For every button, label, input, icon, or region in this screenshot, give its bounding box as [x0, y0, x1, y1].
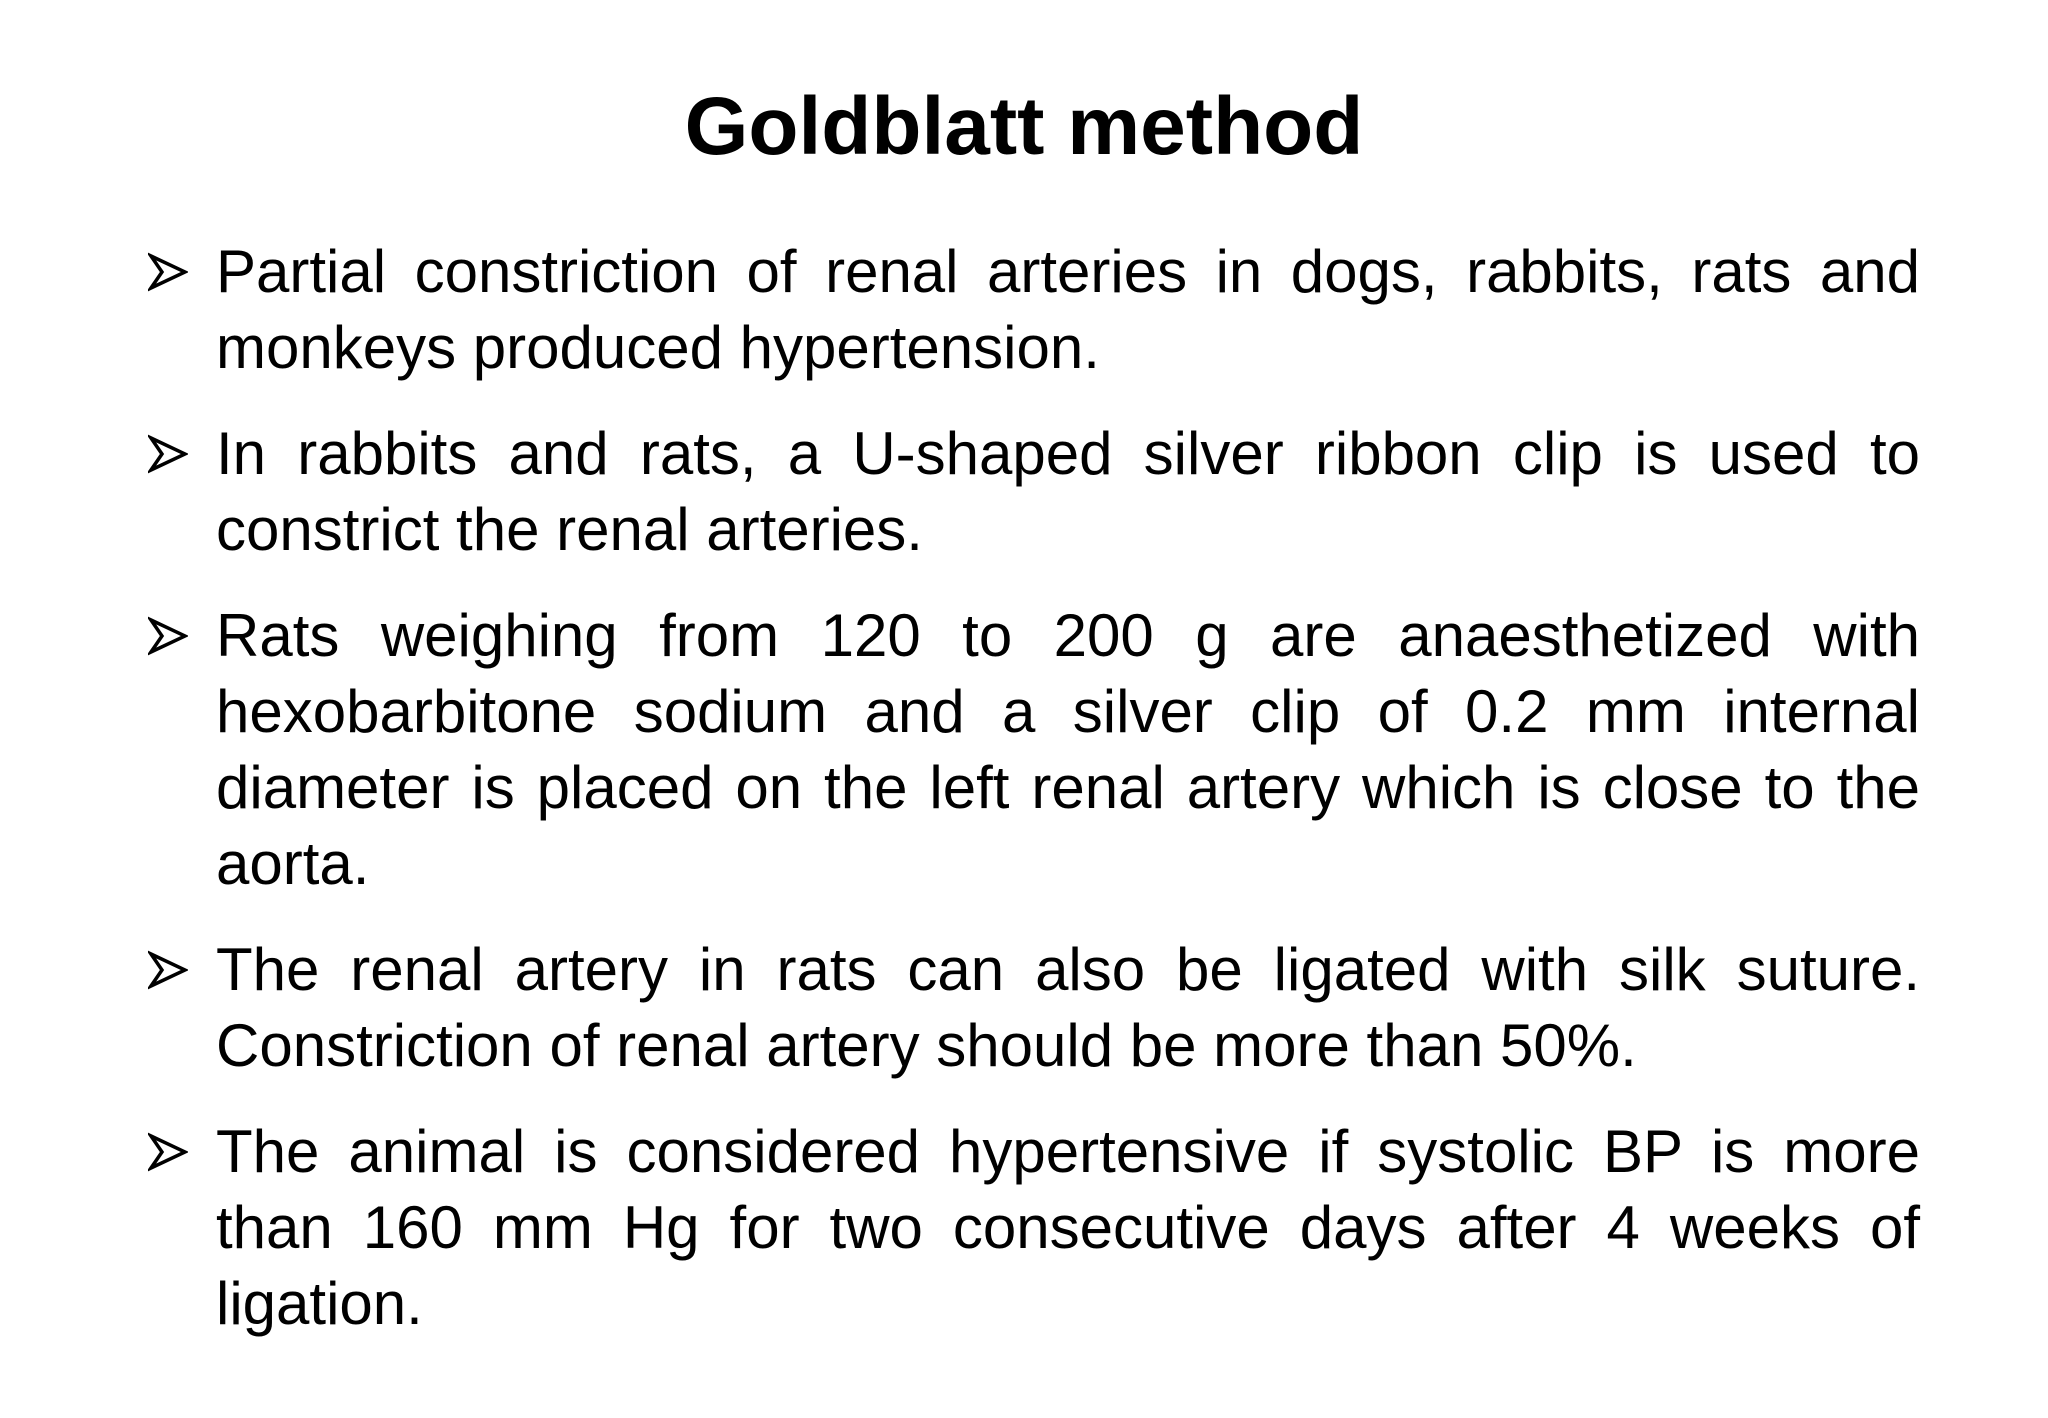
slide-title: Goldblatt method	[684, 81, 1364, 172]
bullet-list	[148, 234, 1920, 1372]
bullet-item	[148, 598, 1920, 902]
bullet-item	[148, 234, 1920, 386]
bullet-item	[148, 1114, 1920, 1342]
bullet-text: Rats weighing from 120 to 200 g are anaesthetized with hexobarbitone sodium and a silver clip of 0.2 mm internal diameter is placed on the left renal artery which is close to the aorta.	[216, 602, 1920, 897]
bullet-item	[148, 932, 1920, 1084]
bullet-item	[148, 416, 1920, 568]
arrowhead-bullet-icon	[148, 416, 216, 492]
arrowhead-bullet-icon	[148, 234, 216, 310]
bullet-text: The animal is considered hypertensive if systolic BP is more than 160 mm Hg for two consecutive days after 4 weeks of ligation.	[216, 1118, 1920, 1337]
bullet-text: The renal artery in rats can also be ligated with silk suture. Constriction of renal artery should be more than 50%.	[216, 936, 1920, 1079]
arrowhead-bullet-icon	[148, 932, 216, 1008]
arrowhead-bullet-icon	[148, 598, 216, 674]
arrowhead-bullet-icon	[148, 1114, 216, 1190]
bullet-text: In rabbits and rats, a U-shaped silver ribbon clip is used to constrict the renal arteries.	[216, 420, 1920, 563]
bullet-text: Partial constriction of renal arteries in dogs, rabbits, rats and monkeys produced hypertension.	[216, 238, 1920, 381]
